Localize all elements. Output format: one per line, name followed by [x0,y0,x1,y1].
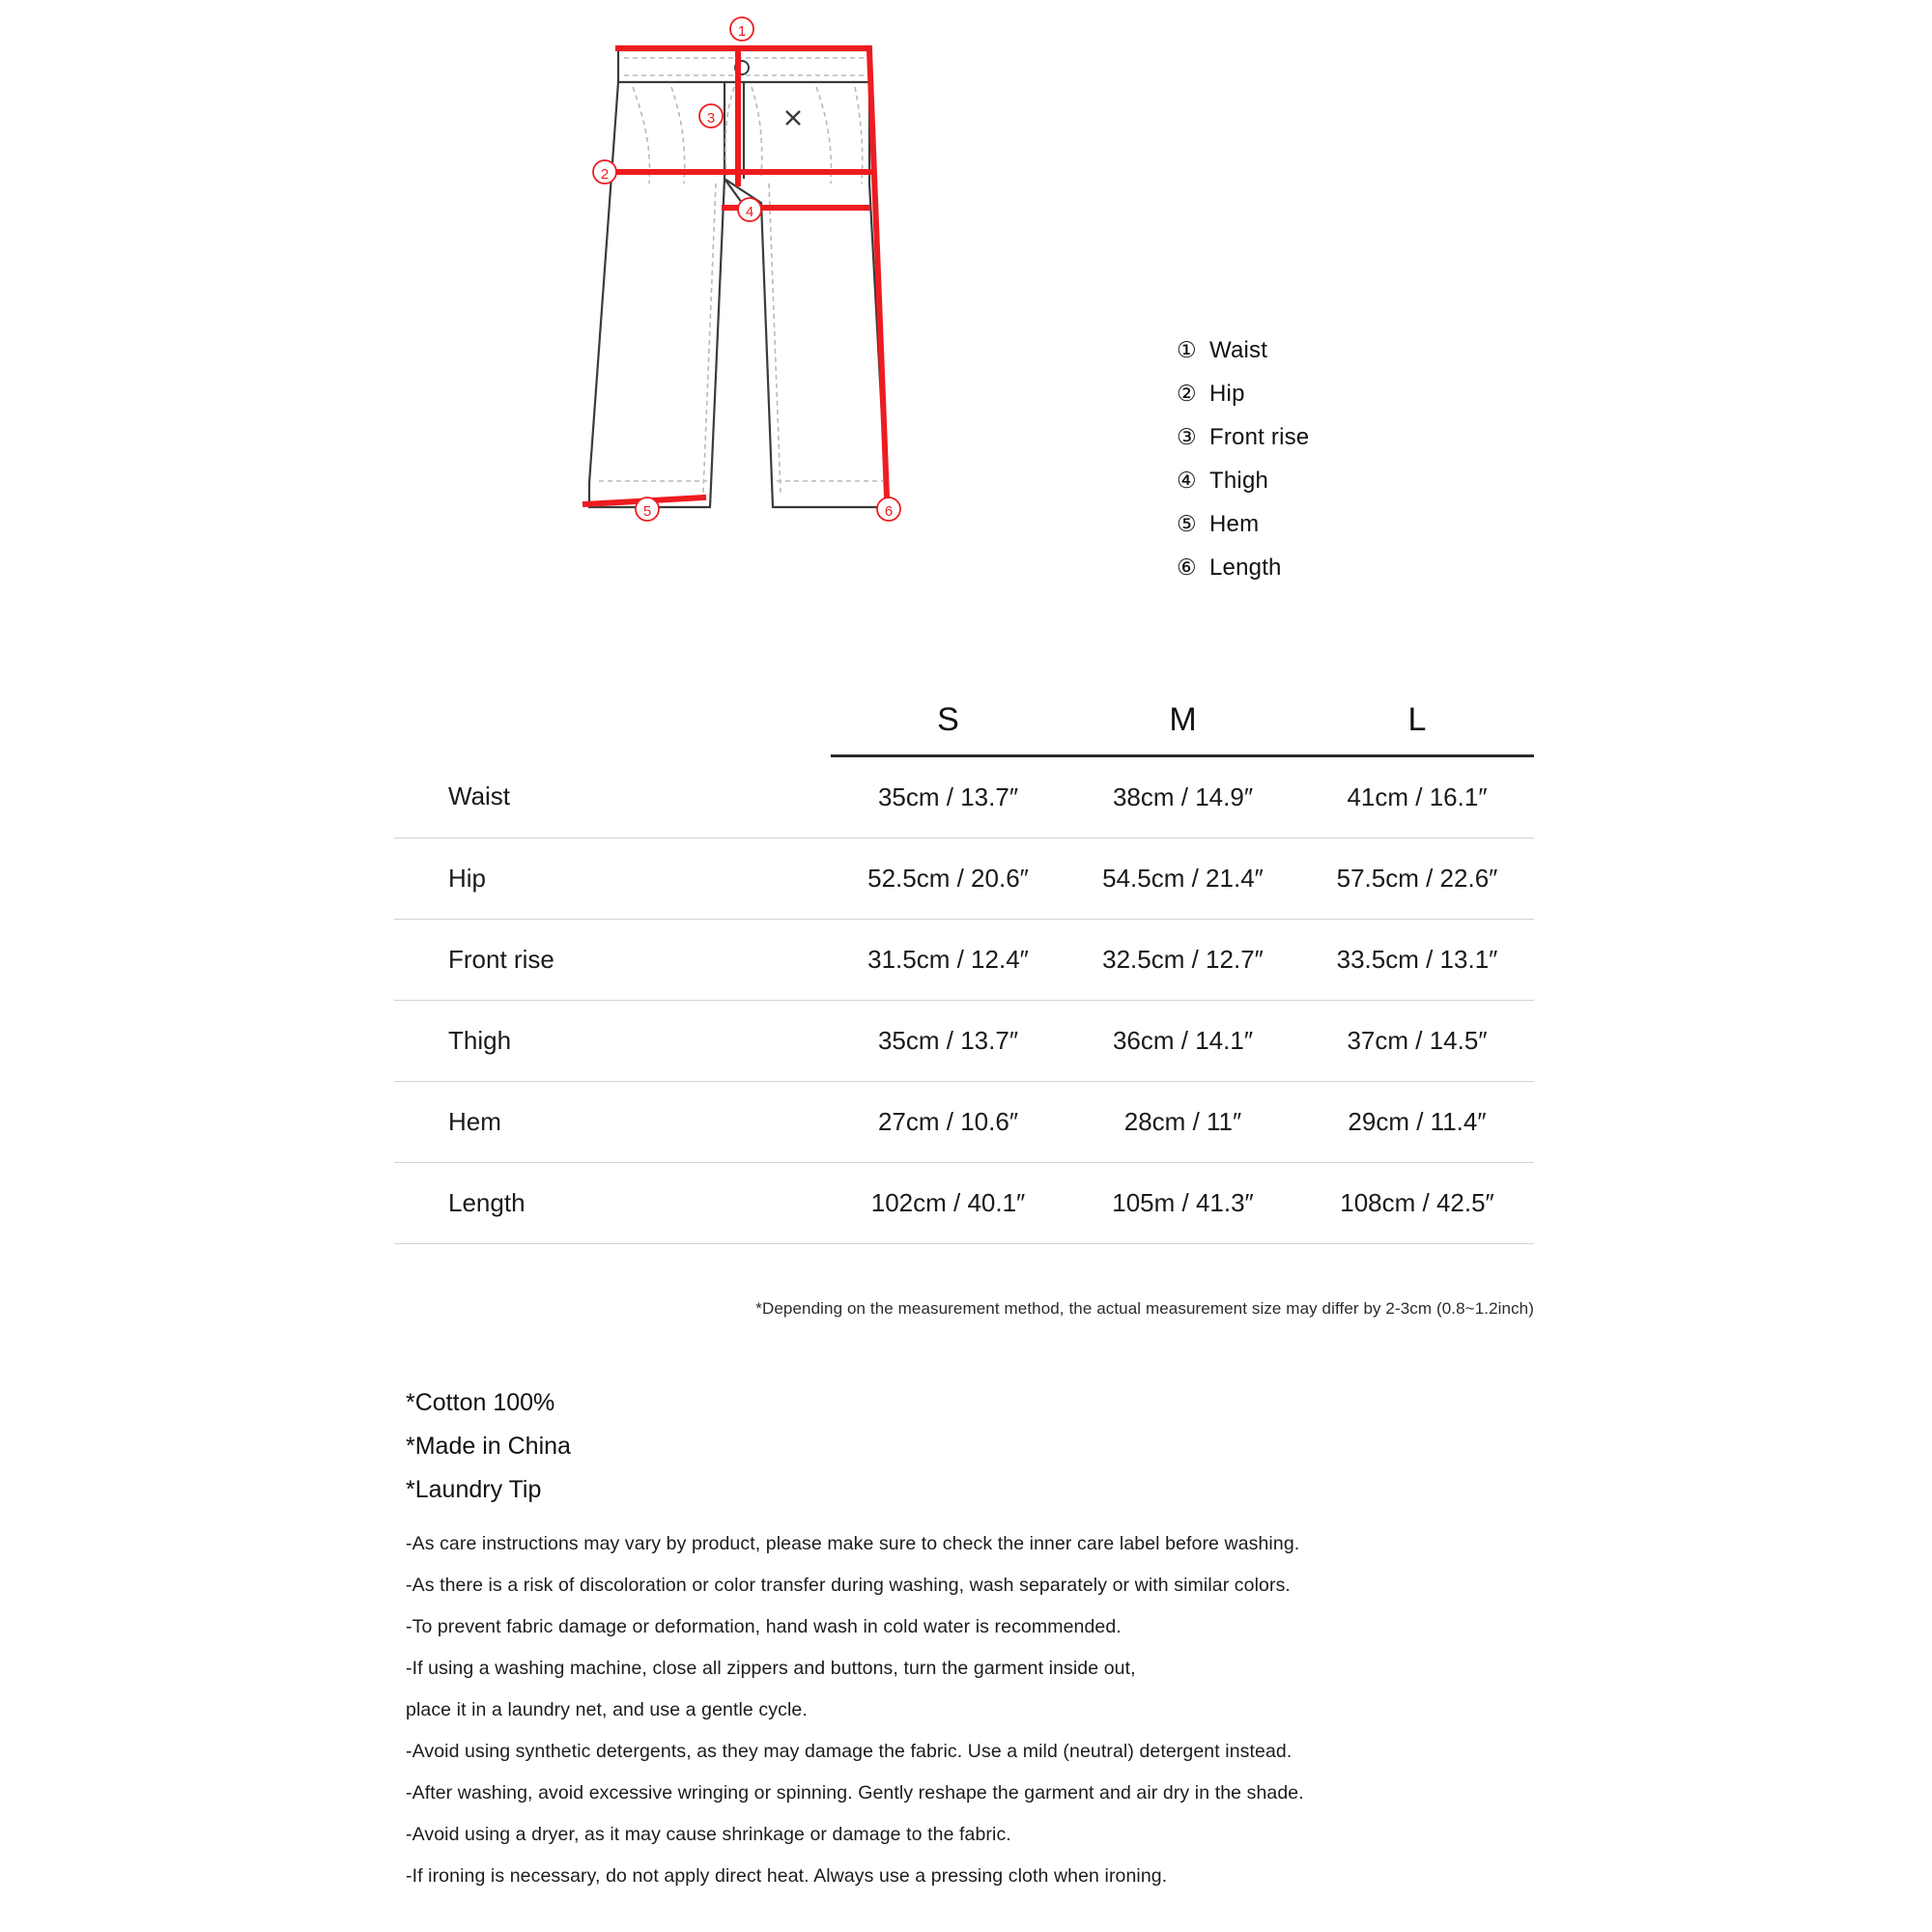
legend-marker-1: ① [1177,337,1197,362]
table-row [394,1163,1534,1244]
cell-waist-l: 41cm / 16.1″ [1300,756,1534,838]
size-chart [394,700,1534,1244]
svg-text:6: 6 [884,503,894,520]
list-item: -As there is a risk of discoloration or color transfer during washing, wash separately or with similar colors. [406,1575,1291,1596]
legend-label-hem: Hem [1209,510,1260,537]
row-label-thigh: Thigh [394,1001,831,1082]
cell-hip-s: 52.5cm / 20.6″ [831,838,1065,920]
cell-thigh-l: 37cm / 14.5″ [1300,1001,1534,1082]
legend-marker-5: ⑤ [1177,511,1197,536]
table-row [394,1001,1534,1082]
svg-text:5: 5 [642,503,652,520]
header-size-l: L [1300,700,1534,756]
cell-hem-m: 28cm / 11″ [1065,1082,1300,1163]
header-blank [394,700,831,756]
cell-thigh-m: 36cm / 14.1″ [1065,1001,1300,1082]
cell-front-rise-m: 32.5cm / 12.7″ [1065,920,1300,1001]
cell-hip-m: 54.5cm / 21.4″ [1065,838,1300,920]
list-item: -If using a washing machine, close all zippers and buttons, turn the garment inside out, [406,1658,1136,1679]
cell-length-l: 108cm / 42.5″ [1300,1163,1534,1244]
size-table-head [394,700,1534,756]
size-table-body [394,756,1534,1244]
cell-hem-s: 27cm / 10.6″ [831,1082,1065,1163]
svg-text:2: 2 [600,166,610,183]
list-item: place it in a laundry net, and use a gentle cycle. [406,1699,808,1720]
product-care-info [406,1381,1526,1897]
cell-length-s: 102cm / 40.1″ [831,1163,1065,1244]
row-label-hip: Hip [394,838,831,920]
header-size-s: S [831,700,1065,756]
list-item: -After washing, avoid excessive wringing or spinning. Gently reshape the garment and air dry in the shade. [406,1782,1304,1804]
cell-waist-s: 35cm / 13.7″ [831,756,1065,838]
pants-measurement-diagram [0,0,1932,696]
legend-marker-2: ② [1177,381,1197,406]
size-table [394,700,1534,1244]
legend-marker-6: ⑥ [1177,554,1197,580]
row-label-front-rise: Front rise [394,920,831,1001]
list-item: -Avoid using a dryer, as it may cause shrinkage or damage to the fabric. [406,1824,1011,1845]
legend-label-thigh: Thigh [1209,467,1269,494]
legend-item-length [1177,546,1486,589]
header-size-m: M [1065,700,1300,756]
info-origin: *Made in China [406,1433,571,1460]
callout-markers [593,17,900,521]
legend-item-thigh [1177,459,1486,502]
row-label-waist: Waist [394,756,831,838]
size-table-header-row [394,700,1534,756]
info-material: *Cotton 100% [406,1389,555,1416]
row-label-hem: Hem [394,1082,831,1163]
cell-thigh-s: 35cm / 13.7″ [831,1001,1065,1082]
laundry-tip-list [406,1523,1526,1897]
legend-item-hem [1177,502,1486,546]
svg-text:4: 4 [745,204,754,220]
legend-item-hip [1177,372,1486,415]
legend-item-waist [1177,328,1486,372]
cell-length-m: 105m / 41.3″ [1065,1163,1300,1244]
cell-front-rise-s: 31.5cm / 12.4″ [831,920,1065,1001]
info-laundry-title: *Laundry Tip [406,1476,542,1503]
legend-item-front-rise [1177,415,1486,459]
measurement-lines [585,48,887,504]
legend-label-hip: Hip [1209,380,1245,407]
cell-front-rise-l: 33.5cm / 13.1″ [1300,920,1534,1001]
legend-label-waist: Waist [1209,336,1268,363]
legend-label-length: Length [1209,554,1282,581]
table-row [394,920,1534,1001]
legend-label-front-rise: Front rise [1209,423,1310,450]
measurement-disclaimer: *Depending on the measurement method, the actual measurement size may differ by 2-3cm (0.8~1.2inch) [755,1299,1534,1318]
legend-marker-4: ④ [1177,468,1197,493]
table-row [394,838,1534,920]
svg-text:3: 3 [706,110,716,127]
measurement-legend [1177,328,1486,589]
table-row [394,756,1534,838]
row-label-length: Length [394,1163,831,1244]
svg-text:1: 1 [737,23,747,40]
legend-marker-3: ③ [1177,424,1197,449]
cell-hip-l: 57.5cm / 22.6″ [1300,838,1534,920]
table-row [394,1082,1534,1163]
list-item: -If ironing is necessary, do not apply direct heat. Always use a pressing cloth when ironing. [406,1865,1168,1887]
cell-hem-l: 29cm / 11.4″ [1300,1082,1534,1163]
list-item: -As care instructions may vary by product, please make sure to check the inner care label before washing. [406,1533,1300,1554]
list-item: -To prevent fabric damage or deformation, hand wash in cold water is recommended. [406,1616,1122,1637]
cell-waist-m: 38cm / 14.9″ [1065,756,1300,838]
list-item: -Avoid using synthetic detergents, as they may damage the fabric. Use a mild (neutral) detergent instead. [406,1741,1293,1762]
